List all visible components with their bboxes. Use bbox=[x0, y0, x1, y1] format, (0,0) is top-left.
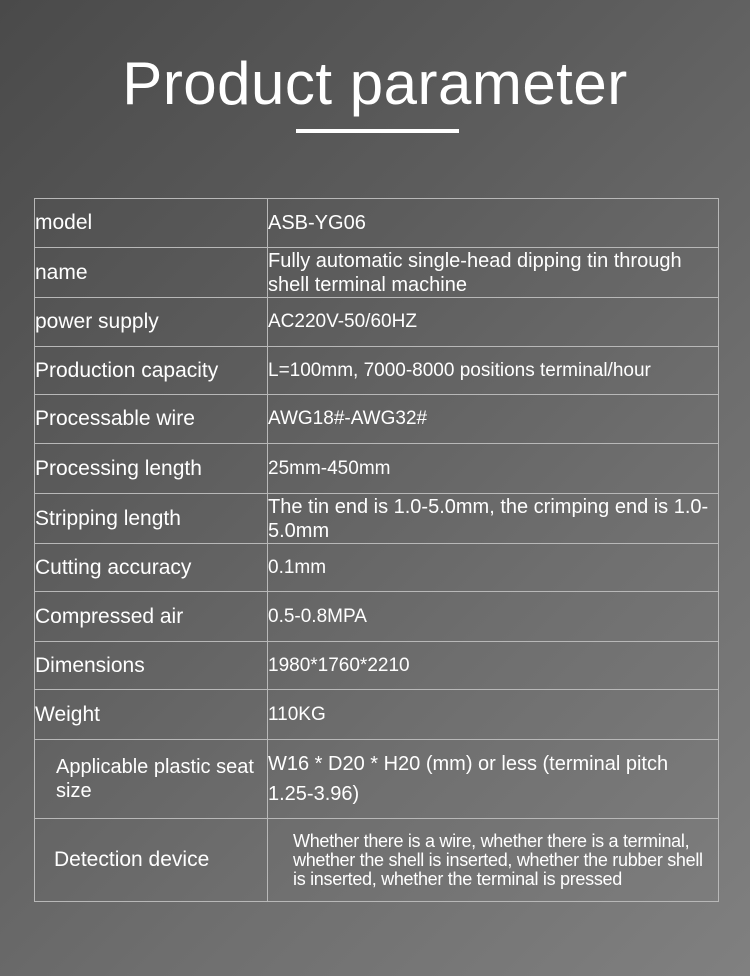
param-value: L=100mm, 7000-8000 positions terminal/hour bbox=[268, 347, 719, 395]
param-value: Whether there is a wire, whether there is a terminal, whether the shell is inserted, whether the rubber shell is inserted, whether the terminal is pressed bbox=[268, 819, 719, 902]
parameter-table bbox=[34, 198, 719, 902]
param-label: Cutting accuracy bbox=[35, 544, 268, 592]
param-value: 110KG bbox=[268, 690, 719, 740]
param-label: Weight bbox=[35, 690, 268, 740]
param-label: Detection device bbox=[35, 819, 268, 902]
table-row bbox=[35, 199, 719, 248]
param-label: power supply bbox=[35, 298, 268, 347]
param-label: Processing length bbox=[35, 444, 268, 494]
param-value: 0.5-0.8MPA bbox=[268, 592, 719, 642]
table-row bbox=[35, 494, 719, 544]
table-row bbox=[35, 347, 719, 395]
param-label: Production capacity bbox=[35, 347, 268, 395]
param-value: 25mm-450mm bbox=[268, 444, 719, 494]
param-value: W16 * D20 * H20 (mm) or less (terminal pitch 1.25-3.96) bbox=[268, 740, 719, 819]
page-title: Product parameter bbox=[122, 50, 628, 117]
param-label: name bbox=[35, 248, 268, 298]
param-value: Fully automatic single-head dipping tin through shell terminal machine bbox=[268, 248, 719, 298]
table-row bbox=[35, 690, 719, 740]
param-value: The tin end is 1.0-5.0mm, the crimping end is 1.0-5.0mm bbox=[268, 494, 719, 544]
param-value: AC220V-50/60HZ bbox=[268, 298, 719, 347]
param-label: Compressed air bbox=[35, 592, 268, 642]
param-label: Processable wire bbox=[35, 395, 268, 444]
table-row bbox=[35, 642, 719, 690]
param-value: AWG18#-AWG32# bbox=[268, 395, 719, 444]
table-row bbox=[35, 819, 719, 902]
param-label: Dimensions bbox=[35, 642, 268, 690]
table-row bbox=[35, 248, 719, 298]
param-label: Stripping length bbox=[35, 494, 268, 544]
table-row bbox=[35, 395, 719, 444]
param-value: ASB-YG06 bbox=[268, 199, 719, 248]
table-row bbox=[35, 444, 719, 494]
param-label: Applicable plastic seat size bbox=[35, 740, 268, 819]
table-row bbox=[35, 740, 719, 819]
param-value: 1980*1760*2210 bbox=[268, 642, 719, 690]
table-row bbox=[35, 298, 719, 347]
param-label: model bbox=[35, 199, 268, 248]
table-row bbox=[35, 544, 719, 592]
param-value: 0.1mm bbox=[268, 544, 719, 592]
table-row bbox=[35, 592, 719, 642]
title-underline bbox=[296, 129, 459, 133]
